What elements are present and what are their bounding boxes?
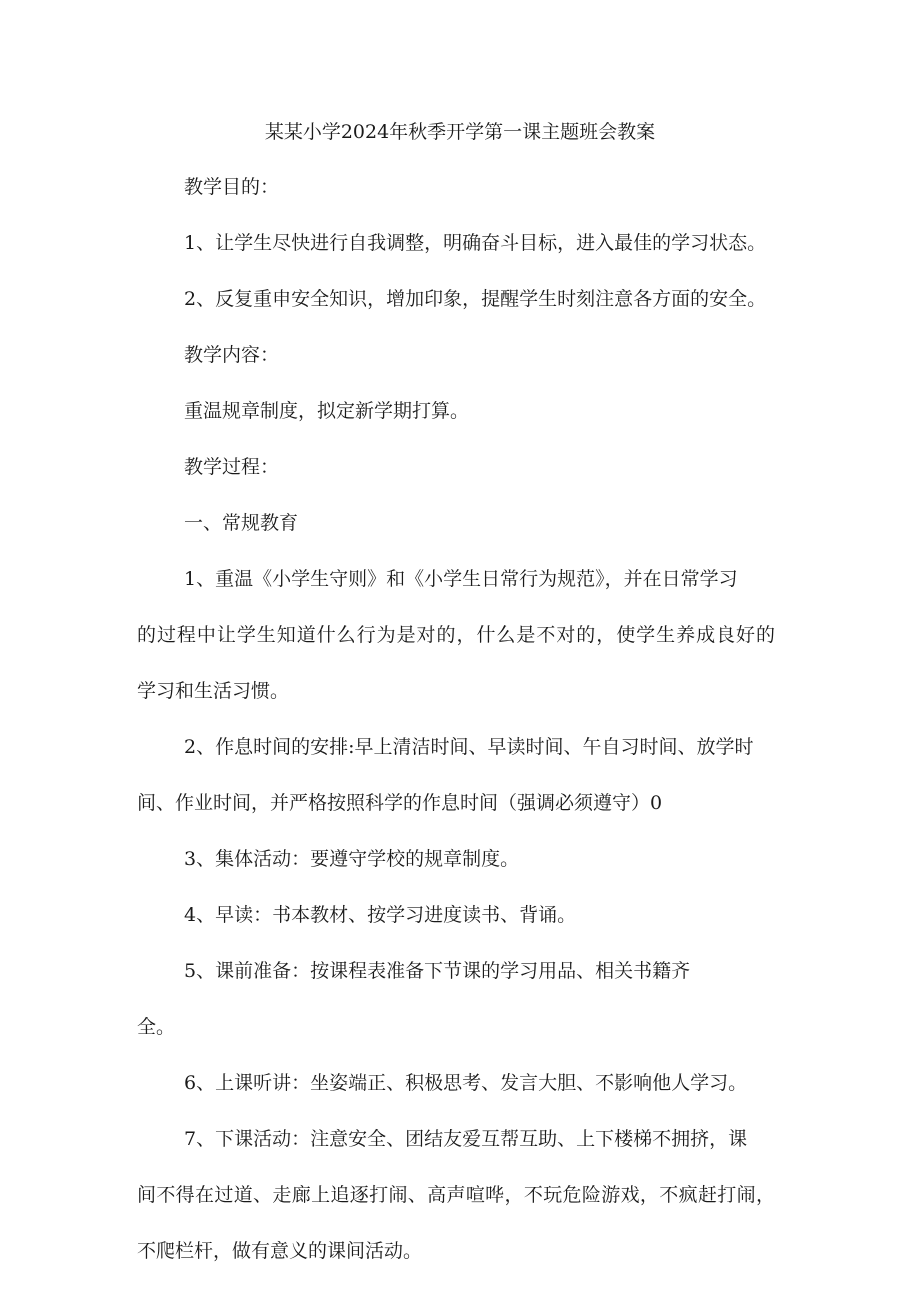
item-3: 3、集体活动：要遵守学校的规章制度。 [184,848,520,870]
item-7-line-3: 不爬栏杆，做有意义的课间活动。 [137,1240,423,1262]
process-heading: 教学过程： [184,456,280,478]
item-7-line-2: 间不得在过道、走廊上追逐打闹、高声喧哗，不玩危险游戏，不疯赶打闹， [137,1184,775,1206]
item-1-line-2: 的过程中让学生知道什么行为是对的，什么是不对的，使学生养成良好的 [137,624,775,646]
item-2-line-1: 2、作息时间的安排:早上清洁时间、早读时间、午自习时间、放学时 [184,736,754,758]
goal-item-2: 2、反复重申安全知识，增加印象，提醒学生时刻注意各方面的安全。 [184,288,767,310]
goal-item-1: 1、让学生尽快进行自我调整，明确奋斗目标，进入最佳的学习状态。 [184,232,767,254]
item-5-line-1: 5、课前准备：按课程表准备下节课的学习用品、相关书籍齐 [184,960,691,982]
item-6: 6、上课听讲：坐姿端正、积极思考、发言大胆、不影响他人学习。 [184,1072,748,1094]
item-7-line-1: 7、下课活动：注意安全、团结友爱互帮互助、上下楼梯不拥挤，课 [184,1128,748,1150]
item-2-line-2: 间、作业时间，并严格按照科学的作息时间（强调必须遵守）0 [137,792,663,814]
item-5-line-2: 全。 [137,1016,176,1038]
content-text: 重温规章制度，拟定新学期打算。 [184,400,470,422]
content-heading: 教学内容： [184,344,280,366]
item-1-line-1: 1、重温《小学生守则》和《小学生日常行为规范》，并在日常学习 [184,568,738,590]
item-4: 4、早读：书本教材、按学习进度读书、背诵。 [184,904,577,926]
section-heading-1: 一、常规教育 [184,512,299,534]
item-1-line-3: 学习和生活习惯。 [137,680,290,702]
goal-heading: 教学目的： [184,176,280,198]
document-title: 某某小学2024年秋季开学第一课主题班会教案 [264,121,656,143]
